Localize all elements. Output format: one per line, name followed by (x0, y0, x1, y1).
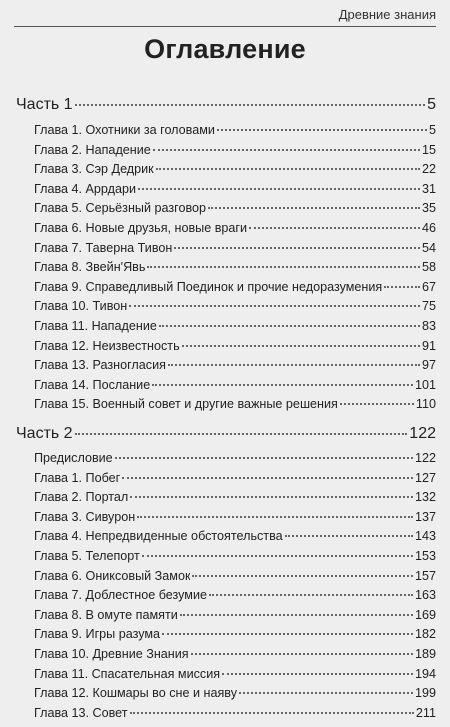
dot-leader (75, 103, 426, 106)
dot-leader (209, 593, 413, 596)
dot-leader (129, 304, 420, 307)
toc-entry[interactable] (34, 317, 436, 337)
toc-entry[interactable] (34, 684, 436, 704)
dot-leader (159, 324, 420, 327)
toc-entry-label: Глава 3. Сэр Дедрик (34, 162, 154, 177)
toc-entry[interactable] (34, 547, 436, 567)
part-heading-1[interactable] (16, 96, 436, 114)
dot-leader (152, 383, 413, 386)
dot-leader (142, 554, 413, 557)
toc-entry[interactable] (34, 488, 436, 508)
toc-entry-page: 132 (414, 490, 436, 505)
toc-entry-label: Глава 9. Справедливый Поединок и прочие недоразумения (34, 279, 383, 294)
toc-entry[interactable] (34, 704, 436, 724)
toc-entry-label: Глава 12. Неизвестность (34, 338, 180, 353)
toc-entry[interactable] (34, 258, 436, 278)
toc-entry-page: 143 (414, 529, 436, 544)
toc-entry-label: Глава 10. Тивон (34, 299, 128, 314)
toc-entry[interactable] (34, 567, 436, 587)
toc-entry[interactable] (34, 449, 436, 469)
dot-leader (174, 246, 420, 249)
toc-entry-label: Глава 9. Игры разума (34, 627, 161, 642)
part-page-number: 5 (427, 96, 436, 113)
toc-entry-label: Глава 2. Портал (34, 490, 129, 505)
toc-entry-page: 157 (414, 568, 436, 583)
toc-entry-page: 83 (421, 318, 436, 333)
toc-entry-page: 153 (414, 548, 436, 563)
page-title: Оглавление (144, 34, 306, 64)
dot-leader (208, 206, 420, 209)
toc-entry-page: 46 (421, 220, 436, 235)
toc-entry[interactable] (34, 278, 436, 298)
toc-entry-label: Глава 2. Нападение (34, 142, 151, 157)
toc-entry-label: Глава 3. Сивурон (34, 509, 136, 524)
dot-leader (217, 128, 427, 131)
chapter-list-part-2 (34, 449, 436, 723)
toc-entry-label: Глава 13. Разногласия (34, 358, 166, 373)
dot-leader (222, 672, 413, 675)
toc-entry-page: 199 (414, 686, 436, 701)
dot-leader (168, 363, 420, 366)
toc-entry[interactable] (34, 121, 436, 141)
part-page-number: 122 (409, 425, 436, 442)
running-header: Древние знания (14, 4, 436, 27)
dot-leader (156, 167, 420, 170)
dot-leader (153, 148, 420, 151)
toc-entry-label: Глава 13. Совет (34, 705, 128, 720)
dot-leader (180, 613, 413, 616)
toc-entry-page: 91 (421, 338, 436, 353)
toc-entry[interactable] (34, 239, 436, 259)
dot-leader (384, 285, 420, 288)
toc-entry-label: Предисловие (34, 451, 113, 465)
part-heading-2[interactable] (16, 425, 436, 443)
dot-leader (191, 652, 413, 655)
dot-leader (162, 632, 413, 635)
dot-leader (192, 574, 413, 577)
toc-entry[interactable] (34, 395, 436, 415)
toc-entry-page: 75 (421, 299, 436, 314)
toc-entry-label: Глава 5. Серьёзный разговор (34, 201, 207, 216)
toc-entry-page: 122 (414, 451, 436, 465)
toc-entry-page: 5 (428, 123, 436, 137)
chapter-list-part-1 (34, 121, 436, 415)
toc-entry-page: 182 (414, 627, 436, 642)
toc-entry-label: Глава 6. Ониксовый Замок (34, 568, 191, 583)
toc-entry[interactable] (34, 645, 436, 665)
toc-entry-label: Глава 10. Древние Знания (34, 646, 189, 661)
dot-leader (239, 691, 413, 694)
toc-entry-label: Глава 5. Телепорт (34, 548, 140, 563)
toc-entry-page: 101 (414, 377, 436, 392)
toc-entry-label: Глава 12. Кошмары во сне и наяву (34, 686, 238, 701)
toc-entry[interactable] (34, 527, 436, 547)
toc-entry-label: Глава 7. Доблестное безумие (34, 588, 208, 603)
toc-entry-label: Глава 4. Аррдари (34, 181, 137, 196)
dot-leader (115, 456, 413, 459)
toc-entry[interactable] (34, 219, 436, 239)
toc-entry[interactable] (34, 586, 436, 606)
toc-entry[interactable] (34, 469, 436, 489)
toc-entry-label: Глава 6. Новые друзья, новые враги (34, 220, 248, 235)
toc-entry[interactable] (34, 508, 436, 528)
toc-entry-label: Глава 1. Охотники за головами (34, 123, 215, 137)
toc-entry[interactable] (34, 337, 436, 357)
dot-leader (130, 495, 413, 498)
toc-entry-label: Глава 1. Побег (34, 470, 121, 485)
toc-entry-page: 54 (421, 240, 436, 255)
dot-leader (137, 515, 413, 518)
toc-entry-page: 169 (414, 607, 436, 622)
toc-entry[interactable] (34, 665, 436, 685)
toc-entry-page: 163 (414, 588, 436, 603)
dot-leader (285, 534, 413, 537)
dot-leader (182, 344, 420, 347)
part-label: Часть 1 (16, 96, 73, 113)
toc-entry-page: 67 (421, 279, 436, 294)
toc-entry-label: Глава 8. Звейн'Явь (34, 260, 146, 275)
toc-entry-page: 137 (414, 509, 436, 524)
dot-leader (75, 432, 408, 435)
toc-entry-label: Глава 11. Нападение (34, 318, 157, 333)
toc-entry-page: 127 (414, 470, 436, 485)
dot-leader (340, 402, 414, 405)
toc-entry-label: Глава 14. Послание (34, 377, 151, 392)
toc-entry[interactable] (34, 297, 436, 317)
toc-entry-page: 211 (415, 705, 436, 720)
toc-entry-page: 189 (414, 646, 436, 661)
toc-entry-page: 22 (421, 162, 436, 177)
toc-entry-label: Глава 8. В омуте памяти (34, 607, 178, 622)
toc-entry-label: Глава 4. Непредвиденные обстоятельства (34, 529, 283, 544)
toc-entry-page: 194 (414, 666, 436, 681)
dot-leader (130, 711, 414, 714)
toc-entry-page: 97 (421, 358, 436, 373)
dot-leader (122, 476, 413, 479)
toc-entry[interactable] (34, 141, 436, 161)
part-label: Часть 2 (16, 425, 73, 442)
toc-entry[interactable] (34, 160, 436, 180)
toc-entry-page: 31 (421, 181, 436, 196)
toc-entry[interactable] (34, 199, 436, 219)
toc-entry[interactable] (34, 376, 436, 396)
toc-entry-page: 35 (421, 201, 436, 216)
toc-entry[interactable] (34, 625, 436, 645)
toc-entry[interactable] (34, 180, 436, 200)
dot-leader (147, 265, 420, 268)
toc-entry[interactable] (34, 356, 436, 376)
toc-entry-page: 110 (415, 397, 436, 412)
toc-entry[interactable] (34, 606, 436, 626)
toc-entry-label: Глава 15. Военный совет и другие важные решения (34, 397, 338, 412)
toc-entry-page: 15 (421, 142, 436, 157)
dot-leader (138, 187, 420, 190)
toc-entry-page: 58 (421, 260, 436, 275)
toc-entry-label: Глава 7. Таверна Тивон (34, 240, 173, 255)
dot-leader (249, 226, 420, 229)
toc-entry-label: Глава 11. Спасательная миссия (34, 666, 221, 681)
